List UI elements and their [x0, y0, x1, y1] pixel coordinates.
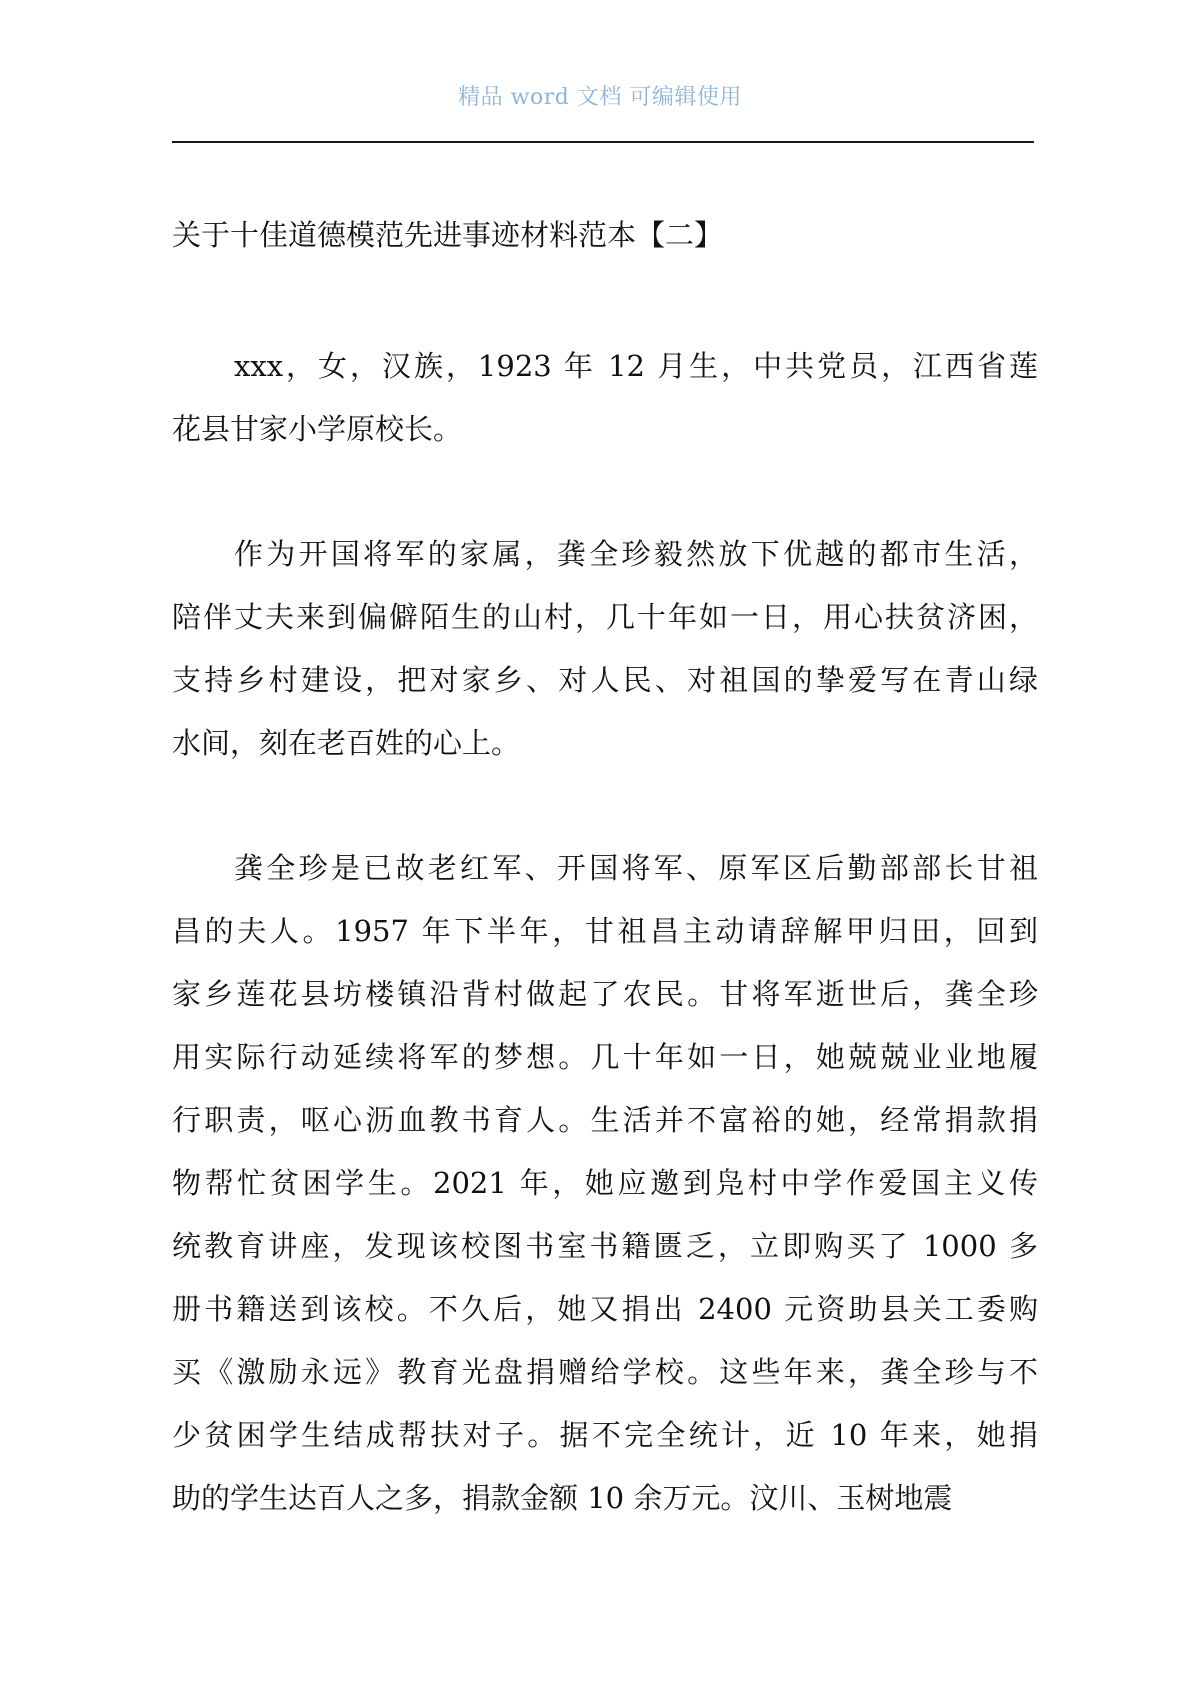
paragraph-line: 行职责，呕心沥血教书育人。生活并不富裕的她，经常捐款捐 [172, 1103, 1038, 1137]
paragraph-line: 物帮忙贫困学生。2021 年，她应邀到凫村中学作爱国主义传 [172, 1166, 1038, 1200]
paragraph-line: 用实际行动延续将军的梦想。几十年如一日，她兢兢业业地履 [172, 1040, 1038, 1074]
paragraph-line: 少贫困学生结成帮扶对子。据不完全统计，近 10 年来，她捐 [172, 1418, 1038, 1452]
paragraph-line: 陪伴丈夫来到偏僻陌生的山村，几十年如一日，用心扶贫济困， [172, 600, 1038, 634]
paragraph-line: 家乡莲花县坊楼镇沿背村做起了农民。甘将军逝世后，龚全珍 [172, 977, 1038, 1011]
paragraph-2 [172, 523, 1038, 775]
paragraph-line: 昌的夫人。1957 年下半年，甘祖昌主动请辞解甲归田，回到 [172, 914, 1038, 948]
paragraph-line: 买《激励永远》教育光盘捐赠给学校。这些年来，龚全珍与不 [172, 1355, 1038, 1389]
document-title: 关于十佳道德模范先进事迹材料范本【二】 [172, 218, 724, 252]
paragraph-line: 龚全珍是已故老红军、开国将军、原军区后勤部部长甘祖 [234, 851, 1038, 885]
header-divider [172, 141, 1034, 143]
paragraph-line: 水间，刻在老百姓的心上。 [172, 726, 521, 760]
paragraph-line: xxx，女，汉族，1923 年 12 月生，中共党员，江西省莲 [234, 349, 1038, 383]
paragraph-line: 册书籍送到该校。不久后，她又捐出 2400 元资助县关工委购 [172, 1292, 1038, 1326]
page-header-text: 精品 word 文档 可编辑使用 [458, 85, 742, 110]
paragraph-line: 助的学生达百人之多，捐款金额 10 余万元。汶川、玉树地震 [172, 1481, 953, 1515]
paragraph-1 [172, 335, 1038, 461]
paragraph-3 [172, 837, 1038, 1530]
paragraph-line: 作为开国将军的家属，龚全珍毅然放下优越的都市生活， [234, 537, 1038, 571]
paragraph-line: 统教育讲座，发现该校图书室书籍匮乏，立即购买了 1000 多 [172, 1229, 1038, 1263]
paragraph-line: 支持乡村建设，把对家乡、对人民、对祖国的挚爱写在青山绿 [172, 663, 1038, 697]
paragraph-line: 花县甘家小学原校长。 [172, 412, 463, 446]
